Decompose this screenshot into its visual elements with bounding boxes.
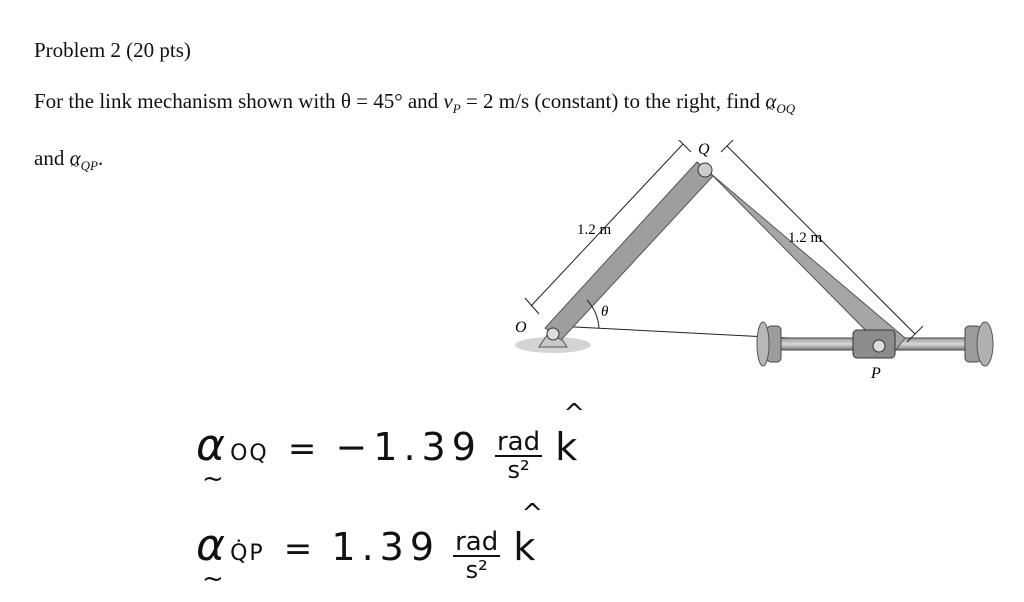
answer-unit [453, 526, 500, 584]
unit-denominator: s² [465, 555, 488, 584]
pin-o [547, 328, 559, 340]
link-oq [545, 162, 713, 340]
label-q: Q [698, 141, 710, 158]
vector-tilde: ~ [202, 464, 224, 494]
problem-title: Problem 2 (20 pts) [34, 38, 191, 62]
velocity-symbol: $v_P$ [443, 89, 461, 117]
answer-alpha-oq [196, 420, 578, 494]
pin-q [698, 163, 712, 177]
answer-unit [495, 426, 542, 484]
unit-vector-k: ^ k [513, 525, 535, 569]
unit-numerator: rad [455, 526, 499, 557]
label-theta: θ [601, 304, 609, 320]
answer-value: −1.39 [335, 425, 482, 469]
statement-intro: For the link mechanism shown with [34, 89, 336, 113]
equals-sign: = [287, 429, 317, 469]
answer-alpha-qp [196, 520, 536, 594]
unit-denominator: s² [507, 455, 530, 484]
dimension-tick-q-right [721, 140, 735, 152]
vector-tilde: ~ [202, 564, 224, 594]
problem-statement-line [34, 89, 795, 117]
alpha-qp-symbol: α $\sim_{QP}$ [70, 146, 98, 170]
answer-subscript: Q̇P [230, 541, 265, 566]
and-text: and [34, 146, 65, 170]
answer-subscript: OQ [230, 441, 269, 466]
unit-numerator: rad [496, 426, 541, 457]
rail-flange-right [977, 322, 993, 366]
label-o: O [515, 319, 527, 336]
equals-sign: = [283, 529, 313, 569]
dimension-label-right: 1.2 m [788, 230, 823, 246]
theta-symbol: θ [340, 89, 351, 113]
answer-value: 1.39 [331, 525, 440, 569]
theta-value: = 45° and [356, 89, 439, 113]
link-mechanism-diagram [505, 140, 1005, 390]
pin-p [873, 340, 885, 352]
problem-statement-line-2: and α $\sim_{QP}$. [34, 146, 103, 174]
dimension-label-left: 1.2 m [577, 222, 612, 238]
alpha-symbol: α [196, 420, 226, 471]
alpha-oq-symbol: α $\sim_{OQ}$ [765, 89, 795, 113]
velocity-value: = 2 m/s (constant) to the right, find [465, 89, 761, 113]
alpha-symbol: α [196, 520, 226, 571]
rail-flange-left [757, 322, 769, 366]
unit-vector-k: ^ k [555, 425, 577, 469]
link-qp [697, 162, 905, 356]
dimension-tick-q-left [677, 140, 691, 152]
label-p: P [871, 365, 881, 382]
